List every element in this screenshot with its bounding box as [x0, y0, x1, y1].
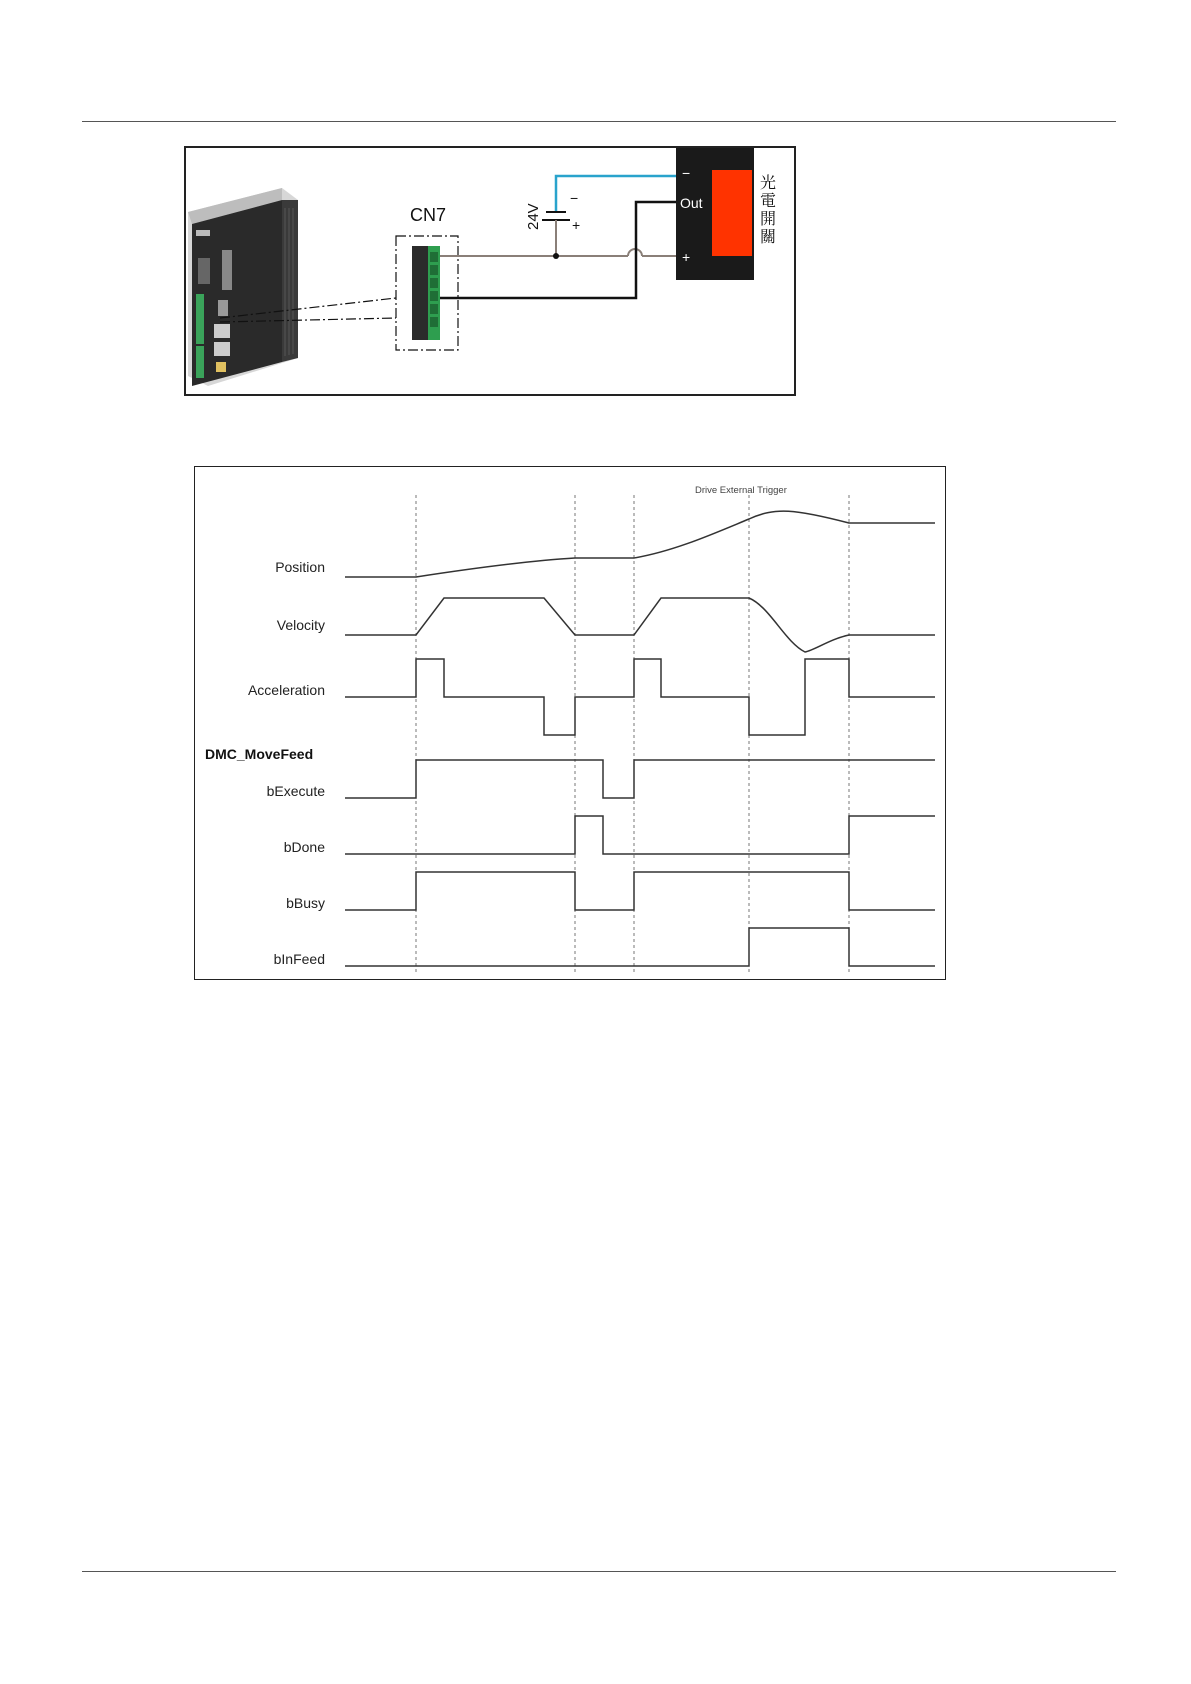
wave-bexecute: [345, 760, 935, 798]
time-markers: [416, 495, 849, 973]
wave-acceleration: [345, 659, 935, 735]
wave-bdone: [345, 816, 935, 854]
wiring-diagram: [184, 146, 796, 396]
label-binfeed: bInFeed: [273, 951, 325, 967]
footer-rule: [82, 1571, 1116, 1572]
sensor-out-label: Out: [680, 195, 703, 211]
cn7-label: CN7: [410, 205, 447, 225]
sensor-name-char-2: 電: [760, 191, 777, 210]
sensor-minus-label: −: [682, 165, 691, 181]
timing-diagram: [194, 466, 946, 980]
timing-svg: [195, 467, 944, 978]
wave-bbusy: [345, 872, 935, 910]
wave-binfeed: [345, 928, 935, 966]
group-label: DMC_MoveFeed: [205, 746, 314, 762]
sensor-name-char-4: 關: [760, 227, 777, 246]
out-wire: [440, 202, 676, 298]
label-bexecute: bExecute: [266, 783, 325, 799]
wave-position: [345, 511, 935, 577]
label-acceleration: Acceleration: [247, 682, 325, 698]
cn7-connector: [412, 246, 440, 340]
battery-plus-label: +: [572, 217, 581, 233]
label-bbusy: bBusy: [286, 895, 325, 911]
header-rule: [82, 121, 1116, 122]
battery-voltage-label: 24V: [525, 203, 542, 230]
sensor-name-char-1: 光: [760, 173, 777, 192]
label-position: Position: [275, 559, 325, 575]
battery-minus-label: −: [570, 190, 579, 206]
timing-title: Drive External Trigger: [695, 485, 787, 496]
battery-24v: [542, 208, 570, 256]
servo-drive-image: [188, 188, 298, 386]
junction-dot: [553, 253, 559, 259]
wiring-svg: [186, 148, 794, 394]
wave-velocity: [345, 598, 935, 652]
label-velocity: Velocity: [276, 617, 325, 633]
sensor-plus-label: +: [682, 249, 691, 265]
sensor-name-char-3: 開: [760, 209, 777, 228]
label-bdone: bDone: [283, 839, 325, 855]
sensor-light-window: [712, 170, 752, 256]
